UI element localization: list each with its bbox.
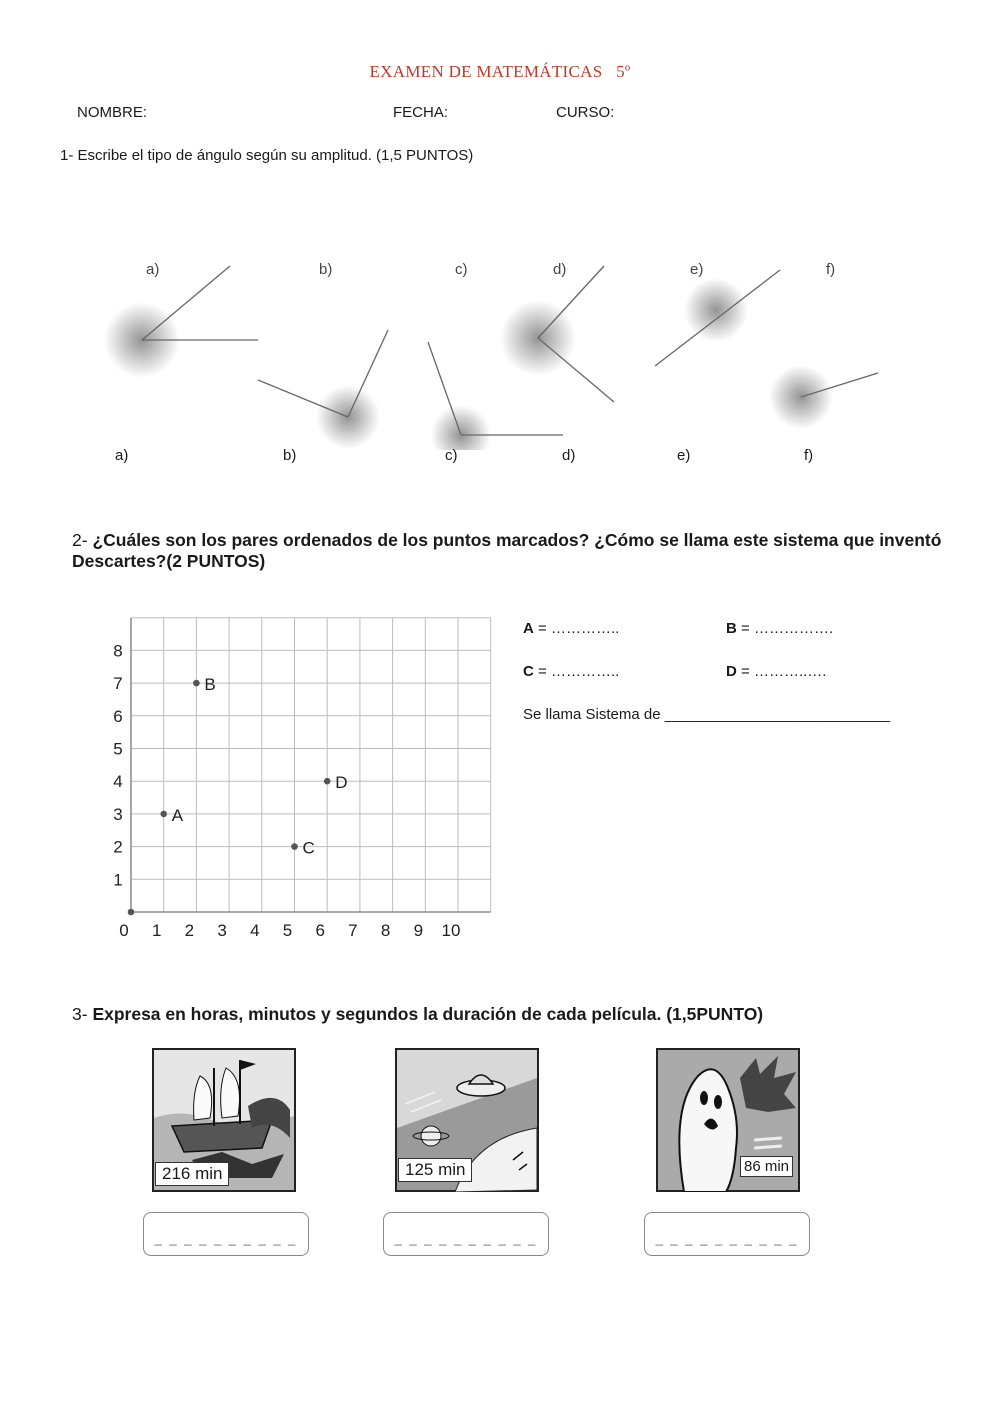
question-2 — [72, 530, 942, 572]
y-tick-label: 7 — [113, 674, 123, 694]
x-tick-label: 1 — [151, 921, 162, 940]
angle-e — [655, 270, 780, 366]
answer-c — [523, 663, 619, 680]
x-tick-label: 4 — [250, 921, 260, 940]
point-label-b: B — [204, 675, 216, 695]
movie-card-3 — [656, 1048, 800, 1192]
answer-label-b: b) — [283, 447, 297, 464]
movie-2-answer-box[interactable]: _ _ _ _ _ _ _ _ _ _ — [383, 1212, 549, 1256]
nombre-label: NOMBRE: — [77, 104, 148, 121]
answer-d — [726, 663, 826, 680]
movie-3-duration: 86 min — [740, 1156, 793, 1177]
angle-label-b: b) — [319, 261, 333, 278]
answer-b — [726, 620, 833, 637]
point-c — [291, 843, 298, 850]
y-tick-label: 2 — [113, 837, 123, 857]
point-d — [324, 778, 331, 785]
y-tick-label: 1 — [113, 870, 123, 890]
angle-b — [258, 330, 388, 449]
answer-d-label: D — [726, 663, 737, 680]
x-axis-ticks — [119, 921, 460, 940]
system-answer[interactable]: Se llama Sistema de ___________________________ — [523, 706, 890, 723]
x-tick-label: 6 — [315, 921, 325, 940]
x-tick-label: 8 — [380, 921, 391, 940]
answer-a — [523, 620, 619, 637]
answer-c-label: C — [523, 663, 534, 680]
movie-1-answer-box[interactable]: _ _ _ _ _ _ _ _ _ _ — [143, 1212, 309, 1256]
angle-f — [769, 365, 878, 429]
angle-label-d: d) — [553, 261, 567, 278]
answer-d-blank[interactable]: = ………..…. — [736, 663, 827, 680]
angles-figure — [0, 250, 1000, 450]
answer-b-label: B — [726, 620, 737, 637]
answer-a-blank[interactable]: = ………….. — [533, 620, 620, 637]
question-3-text: Expresa en horas, minutos y segundos la duración de cada película. (1,5PUNTO) — [92, 1004, 764, 1024]
answer-label-f: f) — [804, 447, 814, 464]
point-b — [193, 680, 200, 687]
point-label-c: C — [302, 838, 315, 858]
y-axis-ticks — [113, 641, 122, 889]
movie-1-duration: 216 min — [155, 1162, 229, 1186]
answer-label-a: a) — [115, 447, 129, 464]
angle-label-c: c) — [455, 261, 468, 278]
page-title: EXAMEN DE MATEMÁTICAS 5º — [369, 62, 631, 81]
answer-a-label: A — [523, 620, 534, 637]
curso-label: CURSO: — [556, 104, 615, 121]
answer-label-e: e) — [677, 447, 691, 464]
answer-label-c: c) — [445, 447, 458, 464]
y-tick-label: 5 — [113, 739, 123, 759]
answer-b-blank[interactable]: = ……………. — [736, 620, 834, 637]
point-label-d: D — [335, 773, 348, 793]
x-tick-label: 10 — [441, 921, 461, 940]
movie-2-duration: 125 min — [398, 1158, 472, 1182]
angle-d — [500, 266, 614, 402]
question-1-text: 1- Escribe el tipo de ángulo según su amplitud. (1,5 PUNTOS) — [60, 147, 474, 164]
question-2-text: ¿Cuáles son los pares ordenados de los puntos marcados? ¿Cómo se llama este sistema que inventó Descartes?(2 PUNTOS) — [72, 530, 942, 571]
angle-label-e: e) — [690, 261, 704, 278]
fecha-label: FECHA: — [393, 104, 449, 121]
point-a — [160, 811, 167, 818]
movie-card-1 — [152, 1048, 296, 1192]
movie-card-2 — [395, 1048, 539, 1192]
x-tick-label: 3 — [217, 921, 227, 940]
x-tick-label: 0 — [119, 921, 129, 940]
point-label-a: A — [171, 805, 184, 825]
angle-label-f: f) — [826, 261, 836, 278]
y-tick-label: 8 — [113, 641, 123, 661]
angle-a — [104, 266, 258, 378]
coordinate-grid-chart — [100, 605, 500, 950]
question-3-number: 3- — [72, 1004, 88, 1024]
question-3 — [72, 1004, 763, 1025]
x-tick-label: 5 — [282, 921, 293, 940]
y-tick-label: 6 — [113, 706, 123, 726]
y-tick-label: 4 — [113, 772, 123, 792]
question-2-number: 2- — [72, 530, 88, 550]
x-tick-label: 9 — [413, 921, 424, 940]
x-tick-label: 7 — [348, 921, 358, 940]
grid-lines — [131, 618, 491, 912]
point-origin — [128, 909, 135, 916]
y-tick-label: 3 — [113, 804, 123, 824]
movie-3-answer-box[interactable]: _ _ _ _ _ _ _ _ _ _ — [644, 1212, 810, 1256]
x-tick-label: 2 — [184, 921, 195, 940]
angle-label-a: a) — [146, 261, 160, 278]
answer-label-d: d) — [562, 447, 576, 464]
answer-c-blank[interactable]: = ………….. — [533, 663, 620, 680]
